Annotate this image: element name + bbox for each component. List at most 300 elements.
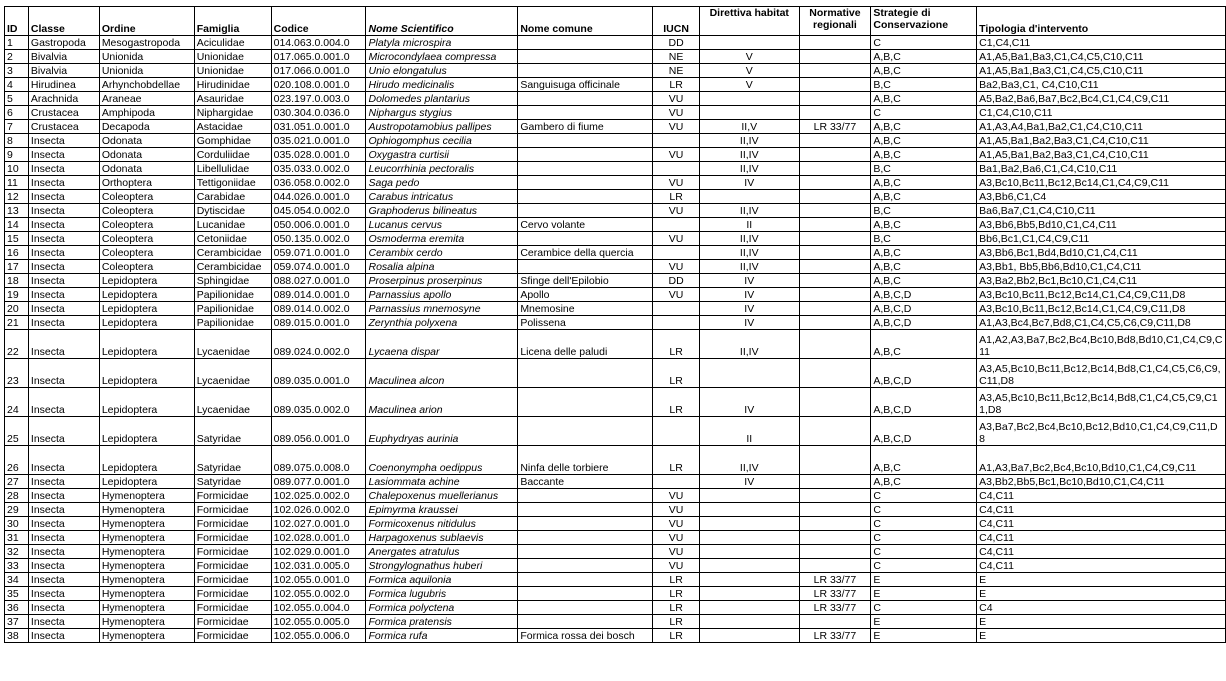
cell-ordine: Amphipoda	[99, 106, 194, 120]
cell-famiglia: Formicidae	[194, 601, 271, 615]
cell-famiglia: Dytiscidae	[194, 204, 271, 218]
cell-iucn: VU	[653, 176, 700, 190]
cell-codice: 023.197.0.003.0	[271, 92, 366, 106]
table-row	[5, 106, 1226, 120]
cell-iucn	[653, 302, 700, 316]
cell-strategie: A,B,C,D	[871, 417, 977, 446]
cell-id: 8	[5, 134, 29, 148]
cell-strategie: A,B,C	[871, 64, 977, 78]
cell-iucn: VU	[653, 260, 700, 274]
cell-nome-comune	[518, 176, 653, 190]
cell-nome-comune	[518, 148, 653, 162]
cell-id: 29	[5, 503, 29, 517]
cell-normative-regionali	[799, 503, 871, 517]
table-row	[5, 615, 1226, 629]
table-row	[5, 559, 1226, 573]
cell-direttiva-habitat	[700, 601, 800, 615]
cell-famiglia: Formicidae	[194, 615, 271, 629]
cell-strategie: C	[871, 517, 977, 531]
cell-tipologia: A3,Bb6,Bc1,Bd4,Bd10,C1,C4,C11	[977, 246, 1226, 260]
cell-strategie: A,B,C,D	[871, 302, 977, 316]
table-row	[5, 601, 1226, 615]
cell-nome-comune: Sanguisuga officinale	[518, 78, 653, 92]
table-row	[5, 50, 1226, 64]
table-row	[5, 587, 1226, 601]
cell-nome-comune: Licena delle paludi	[518, 330, 653, 359]
cell-nome-scientifico: Rosalia alpina	[366, 260, 518, 274]
cell-strategie: A,B,C	[871, 218, 977, 232]
cell-ordine: Hymenoptera	[99, 587, 194, 601]
cell-famiglia: Formicidae	[194, 559, 271, 573]
table-row	[5, 232, 1226, 246]
cell-nome-scientifico: Niphargus stygius	[366, 106, 518, 120]
cell-classe: Insecta	[28, 475, 99, 489]
cell-direttiva-habitat: II,IV	[700, 204, 800, 218]
cell-id: 19	[5, 288, 29, 302]
cell-direttiva-habitat	[700, 573, 800, 587]
cell-id: 3	[5, 64, 29, 78]
cell-codice: 102.055.0.002.0	[271, 587, 366, 601]
cell-famiglia: Astacidae	[194, 120, 271, 134]
cell-normative-regionali	[799, 517, 871, 531]
cell-strategie: C	[871, 545, 977, 559]
cell-codice: 059.071.0.001.0	[271, 246, 366, 260]
cell-classe: Insecta	[28, 260, 99, 274]
cell-ordine: Hymenoptera	[99, 517, 194, 531]
cell-nome-comune	[518, 545, 653, 559]
cell-iucn: LR	[653, 330, 700, 359]
cell-codice: 102.055.0.005.0	[271, 615, 366, 629]
cell-tipologia: C4	[977, 601, 1226, 615]
cell-famiglia: Unionidae	[194, 50, 271, 64]
cell-iucn: LR	[653, 190, 700, 204]
cell-nome-comune	[518, 531, 653, 545]
cell-ordine: Araneae	[99, 92, 194, 106]
cell-direttiva-habitat	[700, 359, 800, 388]
cell-classe: Bivalvia	[28, 50, 99, 64]
cell-codice: 089.014.0.002.0	[271, 302, 366, 316]
table-row	[5, 288, 1226, 302]
cell-tipologia: A3,Bb6,C1,C4	[977, 190, 1226, 204]
cell-ordine: Odonata	[99, 134, 194, 148]
cell-classe: Insecta	[28, 232, 99, 246]
cell-classe: Insecta	[28, 302, 99, 316]
table-row	[5, 78, 1226, 92]
cell-classe: Insecta	[28, 629, 99, 643]
cell-ordine: Hymenoptera	[99, 503, 194, 517]
table-row	[5, 134, 1226, 148]
cell-classe: Insecta	[28, 417, 99, 446]
cell-id: 12	[5, 190, 29, 204]
cell-famiglia: Formicidae	[194, 545, 271, 559]
cell-nome-comune: Cervo volante	[518, 218, 653, 232]
cell-ordine: Lepidoptera	[99, 359, 194, 388]
cell-strategie: C	[871, 559, 977, 573]
cell-ordine: Coleoptera	[99, 232, 194, 246]
cell-direttiva-habitat: IV	[700, 302, 800, 316]
cell-direttiva-habitat	[700, 190, 800, 204]
cell-iucn	[653, 162, 700, 176]
cell-tipologia: C4,C11	[977, 517, 1226, 531]
header-ordine: Ordine	[99, 7, 194, 36]
cell-ordine: Arhynchobdellae	[99, 78, 194, 92]
cell-tipologia: A3,Bc10,Bc11,Bc12,Bc14,C1,C4,C9,C11	[977, 176, 1226, 190]
cell-codice: 102.055.0.001.0	[271, 573, 366, 587]
cell-famiglia: Tettigoniidae	[194, 176, 271, 190]
cell-nome-scientifico: Formica lugubris	[366, 587, 518, 601]
cell-ordine: Hymenoptera	[99, 573, 194, 587]
cell-classe: Insecta	[28, 559, 99, 573]
cell-famiglia: Corduliidae	[194, 148, 271, 162]
cell-direttiva-habitat: II	[700, 218, 800, 232]
cell-famiglia: Unionidae	[194, 64, 271, 78]
cell-id: 2	[5, 50, 29, 64]
cell-classe: Insecta	[28, 162, 99, 176]
cell-famiglia: Formicidae	[194, 517, 271, 531]
cell-normative-regionali	[799, 260, 871, 274]
cell-nome-scientifico: Anergates atratulus	[366, 545, 518, 559]
cell-direttiva-habitat	[700, 629, 800, 643]
cell-classe: Insecta	[28, 204, 99, 218]
cell-nome-comune	[518, 204, 653, 218]
cell-strategie: A,B,C	[871, 176, 977, 190]
cell-codice: 102.031.0.005.0	[271, 559, 366, 573]
cell-famiglia: Cerambicidae	[194, 246, 271, 260]
cell-id: 21	[5, 316, 29, 330]
cell-nome-comune	[518, 417, 653, 446]
cell-normative-regionali: LR 33/77	[799, 601, 871, 615]
cell-iucn: LR	[653, 587, 700, 601]
cell-nome-scientifico: Saga pedo	[366, 176, 518, 190]
cell-nome-scientifico: Parnassius apollo	[366, 288, 518, 302]
cell-classe: Insecta	[28, 274, 99, 288]
cell-classe: Insecta	[28, 190, 99, 204]
cell-nome-scientifico: Lycaena dispar	[366, 330, 518, 359]
cell-classe: Crustacea	[28, 120, 99, 134]
cell-nome-scientifico: Dolomedes plantarius	[366, 92, 518, 106]
table-row	[5, 417, 1226, 446]
cell-codice: 088.027.0.001.0	[271, 274, 366, 288]
cell-nome-comune	[518, 601, 653, 615]
cell-codice: 035.028.0.001.0	[271, 148, 366, 162]
cell-famiglia: Lucanidae	[194, 218, 271, 232]
cell-direttiva-habitat: IV	[700, 176, 800, 190]
cell-nome-scientifico: Proserpinus proserpinus	[366, 274, 518, 288]
cell-nome-comune	[518, 92, 653, 106]
cell-iucn: VU	[653, 120, 700, 134]
cell-tipologia: C4,C11	[977, 545, 1226, 559]
cell-direttiva-habitat: IV	[700, 316, 800, 330]
cell-strategie: E	[871, 587, 977, 601]
cell-classe: Insecta	[28, 545, 99, 559]
cell-ordine: Odonata	[99, 148, 194, 162]
table-row	[5, 503, 1226, 517]
cell-strategie: C	[871, 36, 977, 50]
cell-normative-regionali	[799, 218, 871, 232]
table-row	[5, 316, 1226, 330]
table-row	[5, 330, 1226, 359]
cell-codice: 020.108.0.001.0	[271, 78, 366, 92]
cell-nome-comune: Polissena	[518, 316, 653, 330]
cell-tipologia: A1,A5,Ba1,Ba3,C1,C4,C5,C10,C11	[977, 50, 1226, 64]
cell-nome-scientifico: Formica aquilonia	[366, 573, 518, 587]
cell-ordine: Hymenoptera	[99, 601, 194, 615]
cell-iucn: LR	[653, 388, 700, 417]
cell-nome-comune	[518, 162, 653, 176]
cell-tipologia: A3,A5,Bc10,Bc11,Bc12,Bc14,Bd8,C1,C4,C5,C6,C9,C11,D8	[977, 359, 1226, 388]
cell-nome-scientifico: Unio elongatulus	[366, 64, 518, 78]
cell-ordine: Hymenoptera	[99, 545, 194, 559]
cell-normative-regionali	[799, 475, 871, 489]
cell-classe: Insecta	[28, 531, 99, 545]
cell-tipologia: C4,C11	[977, 489, 1226, 503]
cell-nome-comune	[518, 615, 653, 629]
header-famiglia: Famiglia	[194, 7, 271, 36]
cell-classe: Crustacea	[28, 106, 99, 120]
cell-id: 18	[5, 274, 29, 288]
cell-normative-regionali	[799, 204, 871, 218]
cell-famiglia: Aciculidae	[194, 36, 271, 50]
cell-codice: 089.024.0.002.0	[271, 330, 366, 359]
cell-classe: Insecta	[28, 573, 99, 587]
cell-normative-regionali	[799, 388, 871, 417]
cell-strategie: C	[871, 531, 977, 545]
table-row	[5, 573, 1226, 587]
cell-nome-comune: Baccante	[518, 475, 653, 489]
cell-nome-scientifico: Strongylognathus huberi	[366, 559, 518, 573]
cell-nome-scientifico: Platyla microspira	[366, 36, 518, 50]
cell-codice: 089.077.0.001.0	[271, 475, 366, 489]
cell-direttiva-habitat: IV	[700, 274, 800, 288]
cell-iucn	[653, 134, 700, 148]
cell-ordine: Hymenoptera	[99, 559, 194, 573]
cell-famiglia: Lycaenidae	[194, 330, 271, 359]
cell-famiglia: Hirudinidae	[194, 78, 271, 92]
header-normative-regionali: Normative regionali	[799, 7, 871, 36]
cell-tipologia: Ba1,Ba2,Ba6,C1,C4,C10,C11	[977, 162, 1226, 176]
cell-iucn: NE	[653, 50, 700, 64]
cell-direttiva-habitat	[700, 36, 800, 50]
table-row	[5, 204, 1226, 218]
cell-iucn	[653, 218, 700, 232]
cell-normative-regionali: LR 33/77	[799, 629, 871, 643]
cell-iucn: VU	[653, 232, 700, 246]
cell-strategie: E	[871, 629, 977, 643]
table-row	[5, 162, 1226, 176]
cell-famiglia: Papilionidae	[194, 316, 271, 330]
cell-iucn: VU	[653, 106, 700, 120]
cell-normative-regionali	[799, 176, 871, 190]
cell-nome-scientifico: Lasiommata achine	[366, 475, 518, 489]
cell-codice: 035.021.0.001.0	[271, 134, 366, 148]
cell-strategie: B,C	[871, 78, 977, 92]
cell-classe: Insecta	[28, 359, 99, 388]
species-table	[4, 6, 1226, 643]
cell-iucn: NE	[653, 64, 700, 78]
cell-classe: Insecta	[28, 316, 99, 330]
cell-classe: Insecta	[28, 446, 99, 475]
cell-normative-regionali	[799, 316, 871, 330]
cell-strategie: E	[871, 615, 977, 629]
cell-iucn	[653, 475, 700, 489]
header-classe: Classe	[28, 7, 99, 36]
cell-classe: Arachnida	[28, 92, 99, 106]
cell-id: 37	[5, 615, 29, 629]
cell-id: 10	[5, 162, 29, 176]
cell-iucn: DD	[653, 274, 700, 288]
cell-strategie: A,B,C	[871, 260, 977, 274]
cell-ordine: Coleoptera	[99, 246, 194, 260]
cell-tipologia: A1,A5,Ba1,Ba2,Ba3,C1,C4,C10,C11	[977, 134, 1226, 148]
cell-classe: Hirudinea	[28, 78, 99, 92]
cell-strategie: A,B,C	[871, 446, 977, 475]
cell-codice: 102.028.0.001.0	[271, 531, 366, 545]
cell-ordine: Lepidoptera	[99, 446, 194, 475]
cell-normative-regionali	[799, 615, 871, 629]
cell-nome-scientifico: Parnassius mnemosyne	[366, 302, 518, 316]
table-row	[5, 446, 1226, 475]
cell-famiglia: Satyridae	[194, 417, 271, 446]
table-row	[5, 629, 1226, 643]
cell-strategie: A,B,C,D	[871, 288, 977, 302]
cell-id: 33	[5, 559, 29, 573]
cell-famiglia: Formicidae	[194, 531, 271, 545]
cell-nome-comune	[518, 359, 653, 388]
cell-id: 7	[5, 120, 29, 134]
cell-nome-scientifico: Chalepoxenus muellerianus	[366, 489, 518, 503]
cell-id: 14	[5, 218, 29, 232]
cell-normative-regionali	[799, 148, 871, 162]
cell-famiglia: Lycaenidae	[194, 388, 271, 417]
cell-codice: 050.006.0.001.0	[271, 218, 366, 232]
cell-famiglia: Niphargidae	[194, 106, 271, 120]
cell-ordine: Unionida	[99, 50, 194, 64]
cell-ordine: Hymenoptera	[99, 629, 194, 643]
cell-ordine: Lepidoptera	[99, 288, 194, 302]
cell-tipologia: A3,A5,Bc10,Bc11,Bc12,Bc14,Bd8,C1,C4,C5,C9,C11,D8	[977, 388, 1226, 417]
cell-iucn: VU	[653, 503, 700, 517]
cell-iucn: DD	[653, 36, 700, 50]
cell-nome-comune: Mnemosine	[518, 302, 653, 316]
cell-strategie: C	[871, 601, 977, 615]
cell-nome-comune	[518, 260, 653, 274]
cell-iucn	[653, 417, 700, 446]
cell-famiglia: Formicidae	[194, 629, 271, 643]
cell-famiglia: Satyridae	[194, 475, 271, 489]
cell-strategie: A,B,C	[871, 92, 977, 106]
cell-direttiva-habitat: V	[700, 50, 800, 64]
cell-direttiva-habitat: IV	[700, 475, 800, 489]
cell-id: 9	[5, 148, 29, 162]
cell-nome-comune	[518, 517, 653, 531]
cell-classe: Bivalvia	[28, 64, 99, 78]
cell-tipologia: A1,A5,Ba1,Ba2,Ba3,C1,C4,C10,C11	[977, 148, 1226, 162]
cell-direttiva-habitat: II,IV	[700, 148, 800, 162]
cell-strategie: E	[871, 573, 977, 587]
cell-strategie: A,B,C	[871, 134, 977, 148]
cell-nome-comune	[518, 489, 653, 503]
cell-strategie: A,B,C	[871, 330, 977, 359]
cell-nome-scientifico: Austropotamobius pallipes	[366, 120, 518, 134]
cell-nome-comune: Gambero di fiume	[518, 120, 653, 134]
cell-nome-scientifico: Formica rufa	[366, 629, 518, 643]
header-tipologia-intervento: Tipologia d'intervento	[977, 7, 1226, 36]
cell-id: 31	[5, 531, 29, 545]
cell-nome-scientifico: Leucorrhinia pectoralis	[366, 162, 518, 176]
cell-normative-regionali	[799, 106, 871, 120]
cell-normative-regionali	[799, 559, 871, 573]
table-row	[5, 517, 1226, 531]
cell-nome-comune	[518, 232, 653, 246]
cell-famiglia: Formicidae	[194, 503, 271, 517]
cell-normative-regionali: LR 33/77	[799, 587, 871, 601]
cell-direttiva-habitat: II,IV	[700, 446, 800, 475]
cell-tipologia: A1,A5,Ba1,Ba3,C1,C4,C5,C10,C11	[977, 64, 1226, 78]
cell-classe: Insecta	[28, 148, 99, 162]
cell-id: 22	[5, 330, 29, 359]
cell-codice: 014.063.0.004.0	[271, 36, 366, 50]
cell-iucn: VU	[653, 489, 700, 503]
cell-codice: 031.051.0.001.0	[271, 120, 366, 134]
cell-iucn: LR	[653, 601, 700, 615]
cell-nome-scientifico: Lucanus cervus	[366, 218, 518, 232]
cell-tipologia: C4,C11	[977, 503, 1226, 517]
cell-iucn: LR	[653, 78, 700, 92]
cell-nome-comune	[518, 36, 653, 50]
cell-ordine: Hymenoptera	[99, 489, 194, 503]
cell-normative-regionali	[799, 359, 871, 388]
cell-famiglia: Papilionidae	[194, 302, 271, 316]
cell-strategie: A,B,C	[871, 148, 977, 162]
cell-ordine: Hymenoptera	[99, 531, 194, 545]
cell-iucn: VU	[653, 148, 700, 162]
cell-id: 38	[5, 629, 29, 643]
header-codice: Codice	[271, 7, 366, 36]
cell-id: 17	[5, 260, 29, 274]
cell-classe: Insecta	[28, 388, 99, 417]
cell-tipologia: A1,A2,A3,Ba7,Bc2,Bc4,Bc10,Bd8,Bd10,C1,C4,C9,C11	[977, 330, 1226, 359]
cell-nome-comune	[518, 559, 653, 573]
cell-id: 5	[5, 92, 29, 106]
cell-tipologia: A3,Bb1, Bb5,Bb6,Bd10,C1,C4,C11	[977, 260, 1226, 274]
cell-classe: Insecta	[28, 503, 99, 517]
cell-tipologia: C4,C11	[977, 559, 1226, 573]
cell-nome-comune	[518, 64, 653, 78]
cell-direttiva-habitat: II	[700, 417, 800, 446]
cell-iucn	[653, 246, 700, 260]
cell-tipologia: C4,C11	[977, 531, 1226, 545]
cell-tipologia: C1,C4,C11	[977, 36, 1226, 50]
cell-codice: 102.029.0.001.0	[271, 545, 366, 559]
cell-tipologia: A3,Ba7,Bc2,Bc4,Bc10,Bc12,Bd10,C1,C4,C9,C11,D8	[977, 417, 1226, 446]
cell-strategie: C	[871, 106, 977, 120]
cell-id: 23	[5, 359, 29, 388]
cell-codice: 102.027.0.001.0	[271, 517, 366, 531]
cell-famiglia: Gomphidae	[194, 134, 271, 148]
cell-strategie: C	[871, 503, 977, 517]
cell-ordine: Coleoptera	[99, 204, 194, 218]
cell-id: 34	[5, 573, 29, 587]
cell-direttiva-habitat: V	[700, 64, 800, 78]
cell-tipologia: A3,Bb6,Bb5,Bd10,C1,C4,C11	[977, 218, 1226, 232]
cell-normative-regionali	[799, 531, 871, 545]
cell-id: 6	[5, 106, 29, 120]
cell-nome-comune	[518, 134, 653, 148]
cell-ordine: Lepidoptera	[99, 330, 194, 359]
cell-iucn: LR	[653, 629, 700, 643]
cell-strategie: B,C	[871, 232, 977, 246]
cell-classe: Insecta	[28, 489, 99, 503]
